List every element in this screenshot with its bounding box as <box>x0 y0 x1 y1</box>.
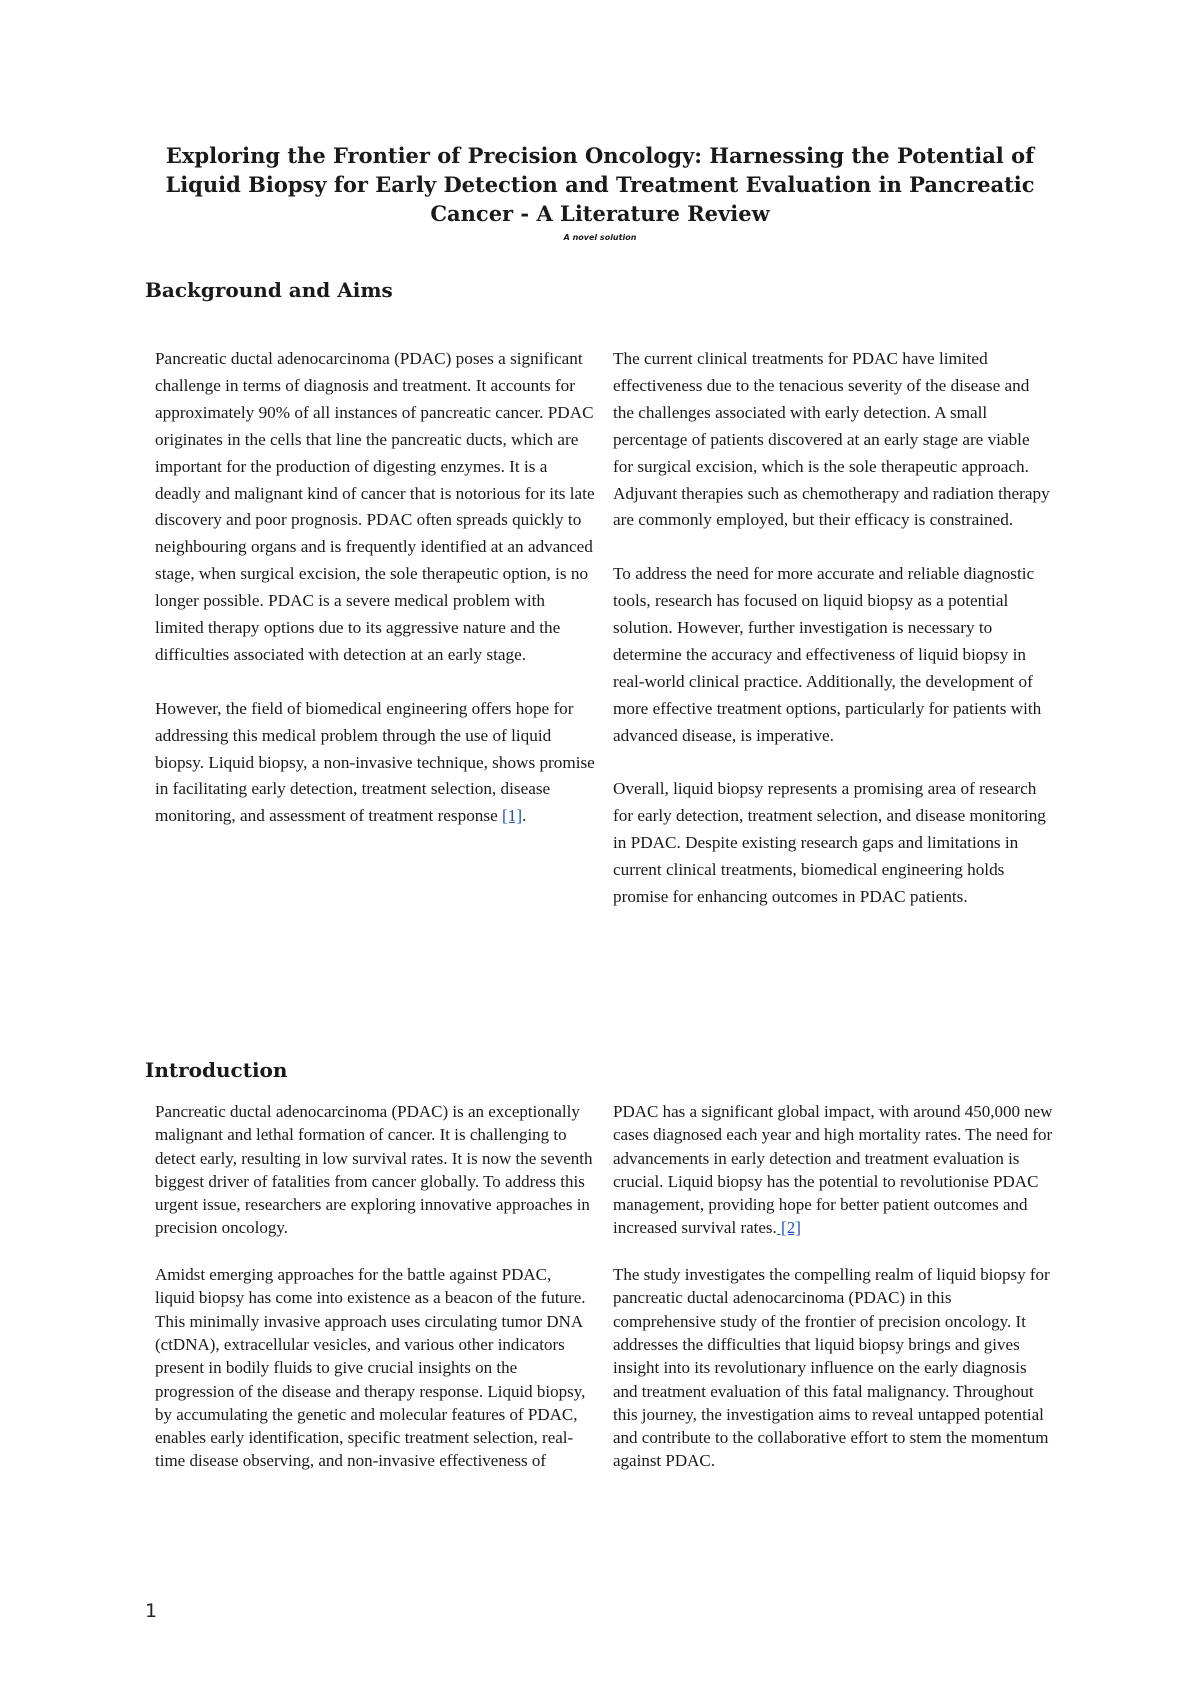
background-left-column <box>155 346 595 830</box>
paragraph: The current clinical treatments for PDAC have limited effectiveness due to the tenacious severity of the disease and the challenges associated with early detection. A small percentage of patients discovered at an early stage are viable for surgical excision, which is the sole therapeutic approach. Adjuvant therapies such as chemotherapy and radiation therapy are commonly employed, but their efficacy is constrained. <box>613 349 1050 530</box>
background-right-column <box>613 346 1053 911</box>
paper-subtitle: A novel solution <box>563 233 637 242</box>
paragraph: Amidst emerging approaches for the battle against PDAC, liquid biopsy has come into existence as a beacon of the future. This minimally invasive approach uses circulating tumor DNA (ctDNA), extracellular vesicles, and various other indicators present in bodily fluids to give crucial insights on the progression of the disease and therapy response. Liquid biopsy, by accumulating the genetic and molecular features of PDAC, enables early identification, specific treatment selection, real-time disease observing, and non-invasive effectiveness of <box>155 1265 586 1471</box>
paragraph: Pancreatic ductal adenocarcinoma (PDAC) is an exceptionally malignant and lethal formation of cancer. It is challenging to detect early, resulting in low survival rates. It is now the seventh biggest driver of fatalities from cancer globally. To address this urgent issue, researchers are exploring innovative approaches in precision oncology. <box>155 1102 593 1238</box>
paragraph: The study investigates the compelling realm of liquid biopsy for pancreatic ductal adenocarcinoma (PDAC) in this comprehensive study of the frontier of precision oncology. It addresses the difficulties that liquid biopsy brings and gives insight into its revolutionary influence on the early diagnosis and treatment evaluation of this fatal malignancy. Throughout this journey, the investigation aims to reveal untapped potential and contribute to the collaborative effort to stem the momentum against PDAC. <box>613 1265 1050 1471</box>
section-heading-background: Background and Aims <box>145 278 393 302</box>
paragraph: Pancreatic ductal adenocarcinoma (PDAC) poses a significant challenge in terms of diagnosis and treatment. It accounts for approximately 90% of all instances of pancreatic cancer. PDAC originates in the cells that line the pancreatic ducts, which are important for the production of digesting enzymes. It is a deadly and malignant kind of cancer that is notorious for its late discovery and poor prognosis. PDAC often spreads quickly to neighbouring organs and is frequently identified at an advanced stage, when surgical excision, the sole therapeutic option, is no longer possible. PDAC is a severe medical problem with limited therapy options due to its aggressive nature and the difficulties associated with detection at an early stage. <box>155 349 595 664</box>
paragraph: To address the need for more accurate and reliable diagnostic tools, research has focused on liquid biopsy as a potential solution. However, further investigation is necessary to determine the accuracy and effectiveness of liquid biopsy in real-world clinical practice. Additionally, the development of more effective treatment options, particularly for patients with advanced disease, is imperative. <box>613 564 1042 745</box>
page-number: 1 <box>145 1600 158 1622</box>
introduction-right-column <box>613 1100 1053 1473</box>
paragraph-end: . <box>522 806 527 826</box>
paragraph: Overall, liquid biopsy represents a promising area of research for early detection, treatment selection, and disease monitoring in PDAC. Despite existing research gaps and limitations in current clinical treatments, biomedical engineering holds promise for enhancing outcomes in PDAC patients. <box>613 779 1046 907</box>
paragraph <box>155 696 595 831</box>
paper-title: Exploring the Frontier of Precision Oncology: Harnessing the Potential of Liquid Biopsy for Early Detection and Treatment Evaluation in Pancreatic Cancer - A Literature Review <box>165 143 1035 226</box>
citation-link-2[interactable]: [2] <box>776 1218 801 1238</box>
citation-link-1[interactable]: [1] <box>502 806 523 826</box>
paragraph-text: However, the field of biomedical engineering offers hope for addressing this medical problem through the use of liquid biopsy. Liquid biopsy, a non-invasive technique, shows promise in facilitating early detection, treatment selection, disease monitoring, and assessment of treatment response <box>155 698 595 826</box>
paragraph-text: PDAC has a significant global impact, with around 450,000 new cases diagnosed each year and high mortality rates. The need for advancements in early detection and treatment evaluation is crucial. Liquid biopsy has the potential to revolutionise PDAC management, providing hope for better patient outcomes and increased survival rates. <box>613 1102 1053 1238</box>
introduction-left-column <box>155 1100 595 1473</box>
section-heading-introduction: Introduction <box>145 1058 288 1082</box>
paragraph <box>613 1100 1053 1240</box>
